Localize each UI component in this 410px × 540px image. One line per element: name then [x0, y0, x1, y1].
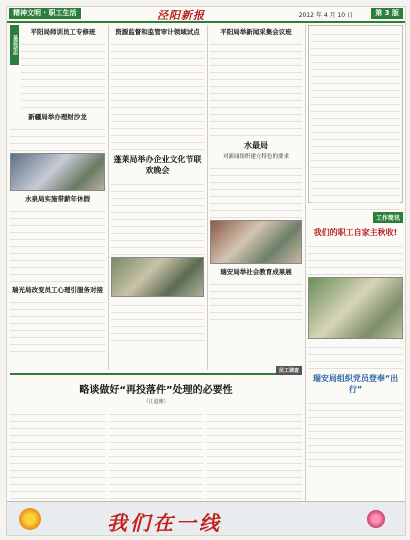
brief-box — [308, 25, 403, 203]
byline: （江道雅） — [143, 399, 169, 405]
flower-icon — [19, 508, 41, 530]
column-rule — [108, 25, 109, 370]
headline: 我们的职工自家主秋收! — [313, 228, 398, 237]
feature-headline: 略谈做好“再投落件”处理的必要性 — [79, 385, 233, 396]
masthead: 泾阳新报 — [157, 9, 205, 22]
column-4 — [308, 25, 403, 499]
section-banner: 工作简讯 — [373, 212, 403, 223]
column-rule — [207, 25, 208, 370]
headline: 资源监督和监管审计领域试点 — [115, 28, 200, 36]
footer-banner — [7, 501, 405, 536]
news-photo — [111, 257, 204, 297]
column-3 — [210, 25, 302, 365]
section-label: 精神文明 · 职工生活 — [9, 8, 81, 19]
headline: 平阳局师训员工专修班 — [30, 28, 96, 36]
column-rule — [305, 25, 306, 501]
section-tag: 民工调查 — [276, 366, 302, 375]
news-photo — [10, 153, 105, 191]
news-photo — [210, 220, 302, 264]
newspaper-page — [6, 6, 406, 536]
page-header — [7, 7, 405, 23]
feature-article — [10, 368, 302, 499]
headline: 对新闻组织建立特色的要求 — [222, 154, 289, 160]
headline: 平阳局举新闻采集会议班 — [220, 28, 292, 36]
headline: 水泉局实施带薪年休假 — [25, 195, 90, 203]
page-number: 第 3 版 — [371, 8, 403, 19]
column-2 — [111, 25, 204, 365]
headline: 瑞安局举社会教育成果展 — [220, 268, 292, 276]
footer-slogan: 我们在一线 — [107, 511, 222, 535]
side-label: 基层动态 — [10, 25, 19, 65]
headline: 瑞光局改变员工心理引服务对接 — [12, 286, 103, 294]
headline: 新疆局举办理财沙龙 — [28, 113, 87, 121]
headline: 水最局 — [244, 141, 268, 150]
headline: 蓬莱局举办企业文化节联欢晚会 — [113, 155, 202, 175]
issue-date: 2012 年 4 月 10 日 — [298, 12, 353, 19]
news-photo — [308, 277, 403, 339]
column-1 — [10, 25, 105, 365]
flower-icon — [367, 510, 385, 528]
headline: 瑞安局组织党员登奉“出行” — [312, 374, 399, 394]
